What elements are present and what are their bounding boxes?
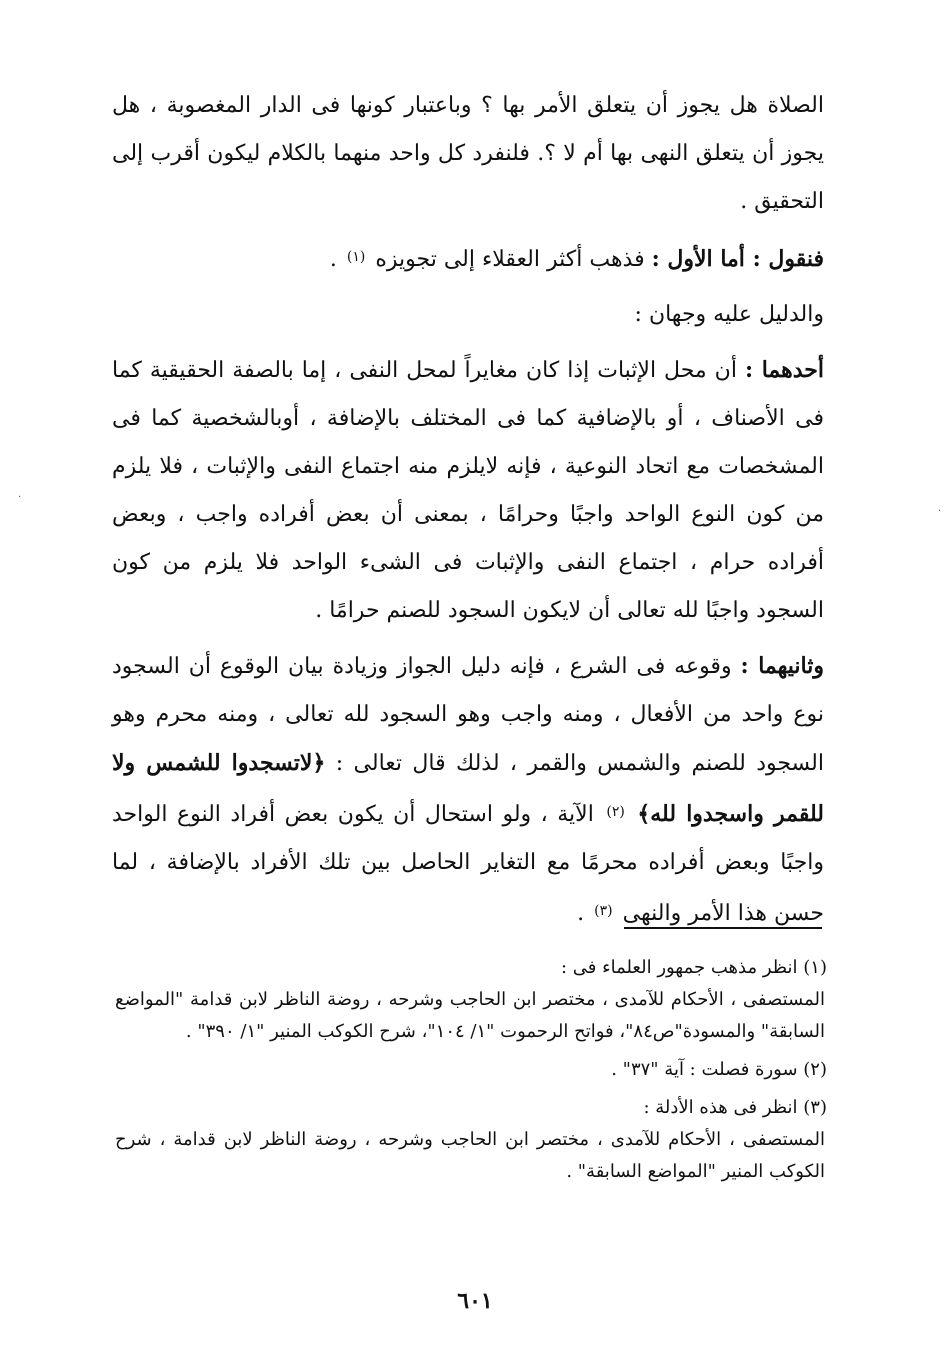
paragraph-intro: الصلاة هل يجوز أن يتعلق الأمر بها ؟ وباعتبار كونها فى الدار المغصوبة ، هل يجوز أن يتعلق النهى بها أم لا ؟. فلنفرد كل واحد منهما بالكلام ليكون أقرب إلى التحقيق . [112,93,824,214]
paragraph-first-proof [112,346,824,635]
paragraph-end: . [577,901,585,926]
footnote-separator [624,927,822,929]
scan-speck: · [938,506,942,517]
paragraph-evidence: والدليل عليه وجهان : [634,302,824,327]
paragraph-first-issue [112,233,824,284]
paragraph-text: أن محل الإثبات إذا كان مغايراً لمحل النفى ، إما بالصفة الحقيقية كما فى الأصناف ، أو بالإضافية كما فى المختلف بالإضافة ، أوبالشخصية كما فى المشخصات مع اتحاد النوعية ، فإنه لايلزم منه اجتماع النفى والإثبات ، فلا يلزم من كون النوع الواحد واجبًا وحرامًا ، بمعنى أن بعض أفراده واجب ، وبعض أفراده حرام ، اجتماع النفى والإثبات فى الشىء الواحد فلا يلزم من كون السجود واجبًا لله تعالى أن لايكون السجود للصنم حرامًا . [112,358,824,623]
footnote-heading: (٢) سورة فصلت : آية "٣٧" . [611,1059,827,1080]
footnote-3 [115,1092,827,1188]
footnote-reference: (٣) [594,903,613,919]
footnote-1 [115,952,827,1048]
quran-verse: ﴿لاتسجدوا للشمس ولا للقمر واسجدوا لله﴾ [112,750,824,827]
paragraph-text: وقوعه فى الشرع ، فإنه دليل الجواز وزيادة بيان الوقوع أن السجود نوع واحد من الأفعال ، ومنه واجب وهو السجود لله تعالى ، ومنه محرم وهو السجود للصنم والشمس والقمر ، لذلك قال تعالى : [112,654,824,776]
footnote-heading: (٣) انظر فى هذه الأدلة : [643,1097,827,1118]
page-number: ٦٠١ [457,1288,493,1314]
footnotes [115,952,827,1194]
scan-speck: · [18,492,22,503]
footnote-body: المستصفى ، الأحكام للآمدى ، مختصر ابن الحاجب وشرحه ، روضة الناظر لابن قدامة ، شرح الكوكب المنير "المواضع السابقة" . [115,1129,825,1182]
paragraph-text: فذهب أكثر العقلاء إلى تجويزه [375,247,645,272]
paragraph-end: . [329,247,337,272]
paragraph-lead: وثانيهما : [740,653,824,679]
paragraph-text: الآية ، ولو استحال أن يكون بعض أفراد النوع الواحد واجبًا وبعض أفراده محرمًا مع التغاير الحاصل بين تلك الأفراد بالإضافة ، لما حسن هذا الأمر والنهى [112,802,824,926]
paragraph-lead: أحدهما : [744,357,824,383]
paragraph-second-proof [112,642,824,938]
footnote-reference: (١) [346,249,366,265]
footnote-2 [115,1054,827,1086]
footnote-heading: (١) انظر مذهب جمهور العلماء فى : [561,957,827,978]
footnote-reference: (٢) [606,804,625,820]
main-text [112,82,824,945]
paragraph-lead: فنقول : أما الأول : [651,246,824,272]
footnote-body: المستصفى ، الأحكام للآمدى ، مختصر ابن الحاجب وشرحه ، روضة الناظر لابن قدامة "المواضع السابقة" والمسودة"ص٨٤"، فواتح الرحموت "١/ ١٠٤"، شرح الكوكب المنير "١/ ٣٩٠" . [115,989,825,1042]
